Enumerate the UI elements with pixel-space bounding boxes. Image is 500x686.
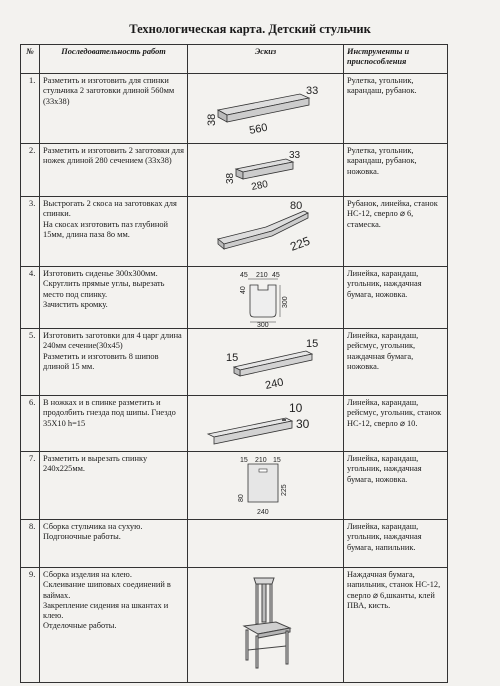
dim-label: 225 [288, 233, 312, 254]
header-ops: Последовательность работ [40, 45, 188, 74]
sketch-chair [188, 568, 344, 683]
row-number: 9. [21, 568, 40, 683]
row-number: 7. [21, 452, 40, 520]
sketch-mortise-drawing [188, 396, 344, 450]
table-row [21, 396, 448, 452]
row-number: 2. [21, 144, 40, 197]
sketch-empty [188, 520, 344, 568]
dim-label: 15 [240, 457, 248, 464]
sketch-bevel [188, 197, 344, 267]
dim-label: 33 [306, 85, 319, 97]
row-tools: Рулетка, угольник, карандаш, рубанок. [344, 74, 448, 144]
sketch-leg-blank [188, 144, 344, 197]
row-tools: Линейка, карандаш, рейсмус, угольник, станок НС-12, сверло ⌀ 10. [344, 396, 448, 452]
header-row [21, 45, 448, 74]
table-row [21, 267, 448, 329]
header-tools: Инструменты и приспособления [344, 45, 448, 74]
row-number: 1. [21, 74, 40, 144]
dim-label: 280 [250, 178, 269, 193]
row-operations: Изготовить заготовки для 4 царг длина 240мм сечение(30х45) Разметить и изготовить 8 шипов длиной 15 мм. [40, 329, 188, 396]
dim-label: 300 [282, 296, 289, 308]
sketch-rail [188, 329, 344, 396]
dim-label: 300 [257, 322, 269, 327]
table-row [21, 452, 448, 520]
sketch-seat [188, 267, 344, 329]
row-tools: Линейка, карандаш, рейсмус, угольник, наждачная бумага, ножовка. [344, 329, 448, 396]
table-row [21, 197, 448, 267]
row-tools: Линейка, карандаш, угольник, наждачная бумага, ножовка. [344, 267, 448, 329]
dim-label: 45 [240, 272, 248, 279]
row-tools: Рулетка, угольник, карандаш, рубанок, ножовка. [344, 144, 448, 197]
dim-label: 80 [238, 494, 245, 502]
row-number: 8. [21, 520, 40, 568]
dim-label: 240 [264, 376, 285, 392]
table-row [21, 144, 448, 197]
row-number: 4. [21, 267, 40, 329]
row-operations: Сборка стульчика на сухую. Подгоночные работы. [40, 520, 188, 568]
row-operations: В ножках и в спинке разметить и продолбить гнезда под шипы. Гнездо 35Х10 h=15 [40, 396, 188, 452]
dim-label: 210 [256, 272, 268, 279]
row-tools: Наждачная бумага, напильник, станок НС-12, сверло ⌀ 6,шканты, клей ПВА, кисть. [344, 568, 448, 683]
table-row [21, 329, 448, 396]
dim-label: 45 [272, 272, 280, 279]
dim-label: 15 [226, 352, 239, 364]
dim-label: 38 [225, 172, 236, 184]
dim-label: 38 [206, 113, 218, 126]
table-row [21, 74, 448, 144]
sketch-bevel-drawing [188, 197, 344, 265]
row-operations: Разметить и изготовить для спинки стульчика 2 заготовки длиной 560мм (33х38) [40, 74, 188, 144]
row-tools: Линейка, карандаш, угольник, наждачная бумага, напильник. [344, 520, 448, 568]
dim-label: 210 [255, 457, 267, 464]
dim-label: 33 [289, 150, 301, 161]
row-number: 6. [21, 396, 40, 452]
dim-label: 30 [296, 417, 310, 431]
row-operations: Выстрогать 2 скоса на заготовках для спинки. На скосах изготовить паз глубиной 15мм, длина паза 8о мм. [40, 197, 188, 267]
row-operations: Сборка изделия на клею. Склеивание шиповых соединений в ваймах. Закрепление сидения на шкантах и клею. Отделочные работы. [40, 568, 188, 683]
sketch-leg-blank-drawing [188, 144, 344, 195]
header-num: № [21, 45, 40, 74]
row-operations: Разметить и вырезать спинку 240х225мм. [40, 452, 188, 520]
dim-label: 240 [257, 509, 269, 516]
sketch-mortise [188, 396, 344, 452]
tech-card-table [20, 44, 448, 683]
dim-label: 10 [289, 401, 303, 415]
header-sketch: Эскиз [188, 45, 344, 74]
sketch-backrest-drawing [188, 452, 344, 518]
sketch-rail-drawing [188, 329, 344, 394]
row-number: 5. [21, 329, 40, 396]
page-title: Технологическая карта. Детский стульчик [129, 22, 371, 36]
dim-label: 80 [290, 200, 303, 212]
row-operations: Разметить и изготовить 2 заготовки для ножек длиной 280 сечением (33х38) [40, 144, 188, 197]
dim-label: 15 [306, 338, 319, 350]
dim-label: 560 [248, 121, 269, 137]
row-tools: Линейка, карандаш, угольник, наждачная бумага, ножовка. [344, 452, 448, 520]
dim-label: 225 [281, 484, 288, 496]
sketch-chair-drawing [188, 568, 344, 680]
table-row [21, 520, 448, 568]
sketch-back-blank [188, 74, 344, 144]
sketch-back-blank-drawing [188, 74, 344, 142]
row-operations: Изготовить сиденье 300х300мм. Скруглить прямые углы, вырезать место под спинку. Зачистить кромку. [40, 267, 188, 329]
dim-label: 40 [240, 286, 247, 294]
table-row [21, 568, 448, 683]
row-tools: Рубанок, линейка, станок НС-12, сверло ⌀ 6, стамеска. [344, 197, 448, 267]
sketch-backrest [188, 452, 344, 520]
sketch-seat-drawing [188, 267, 344, 327]
dim-label: 15 [273, 457, 281, 464]
row-number: 3. [21, 197, 40, 267]
